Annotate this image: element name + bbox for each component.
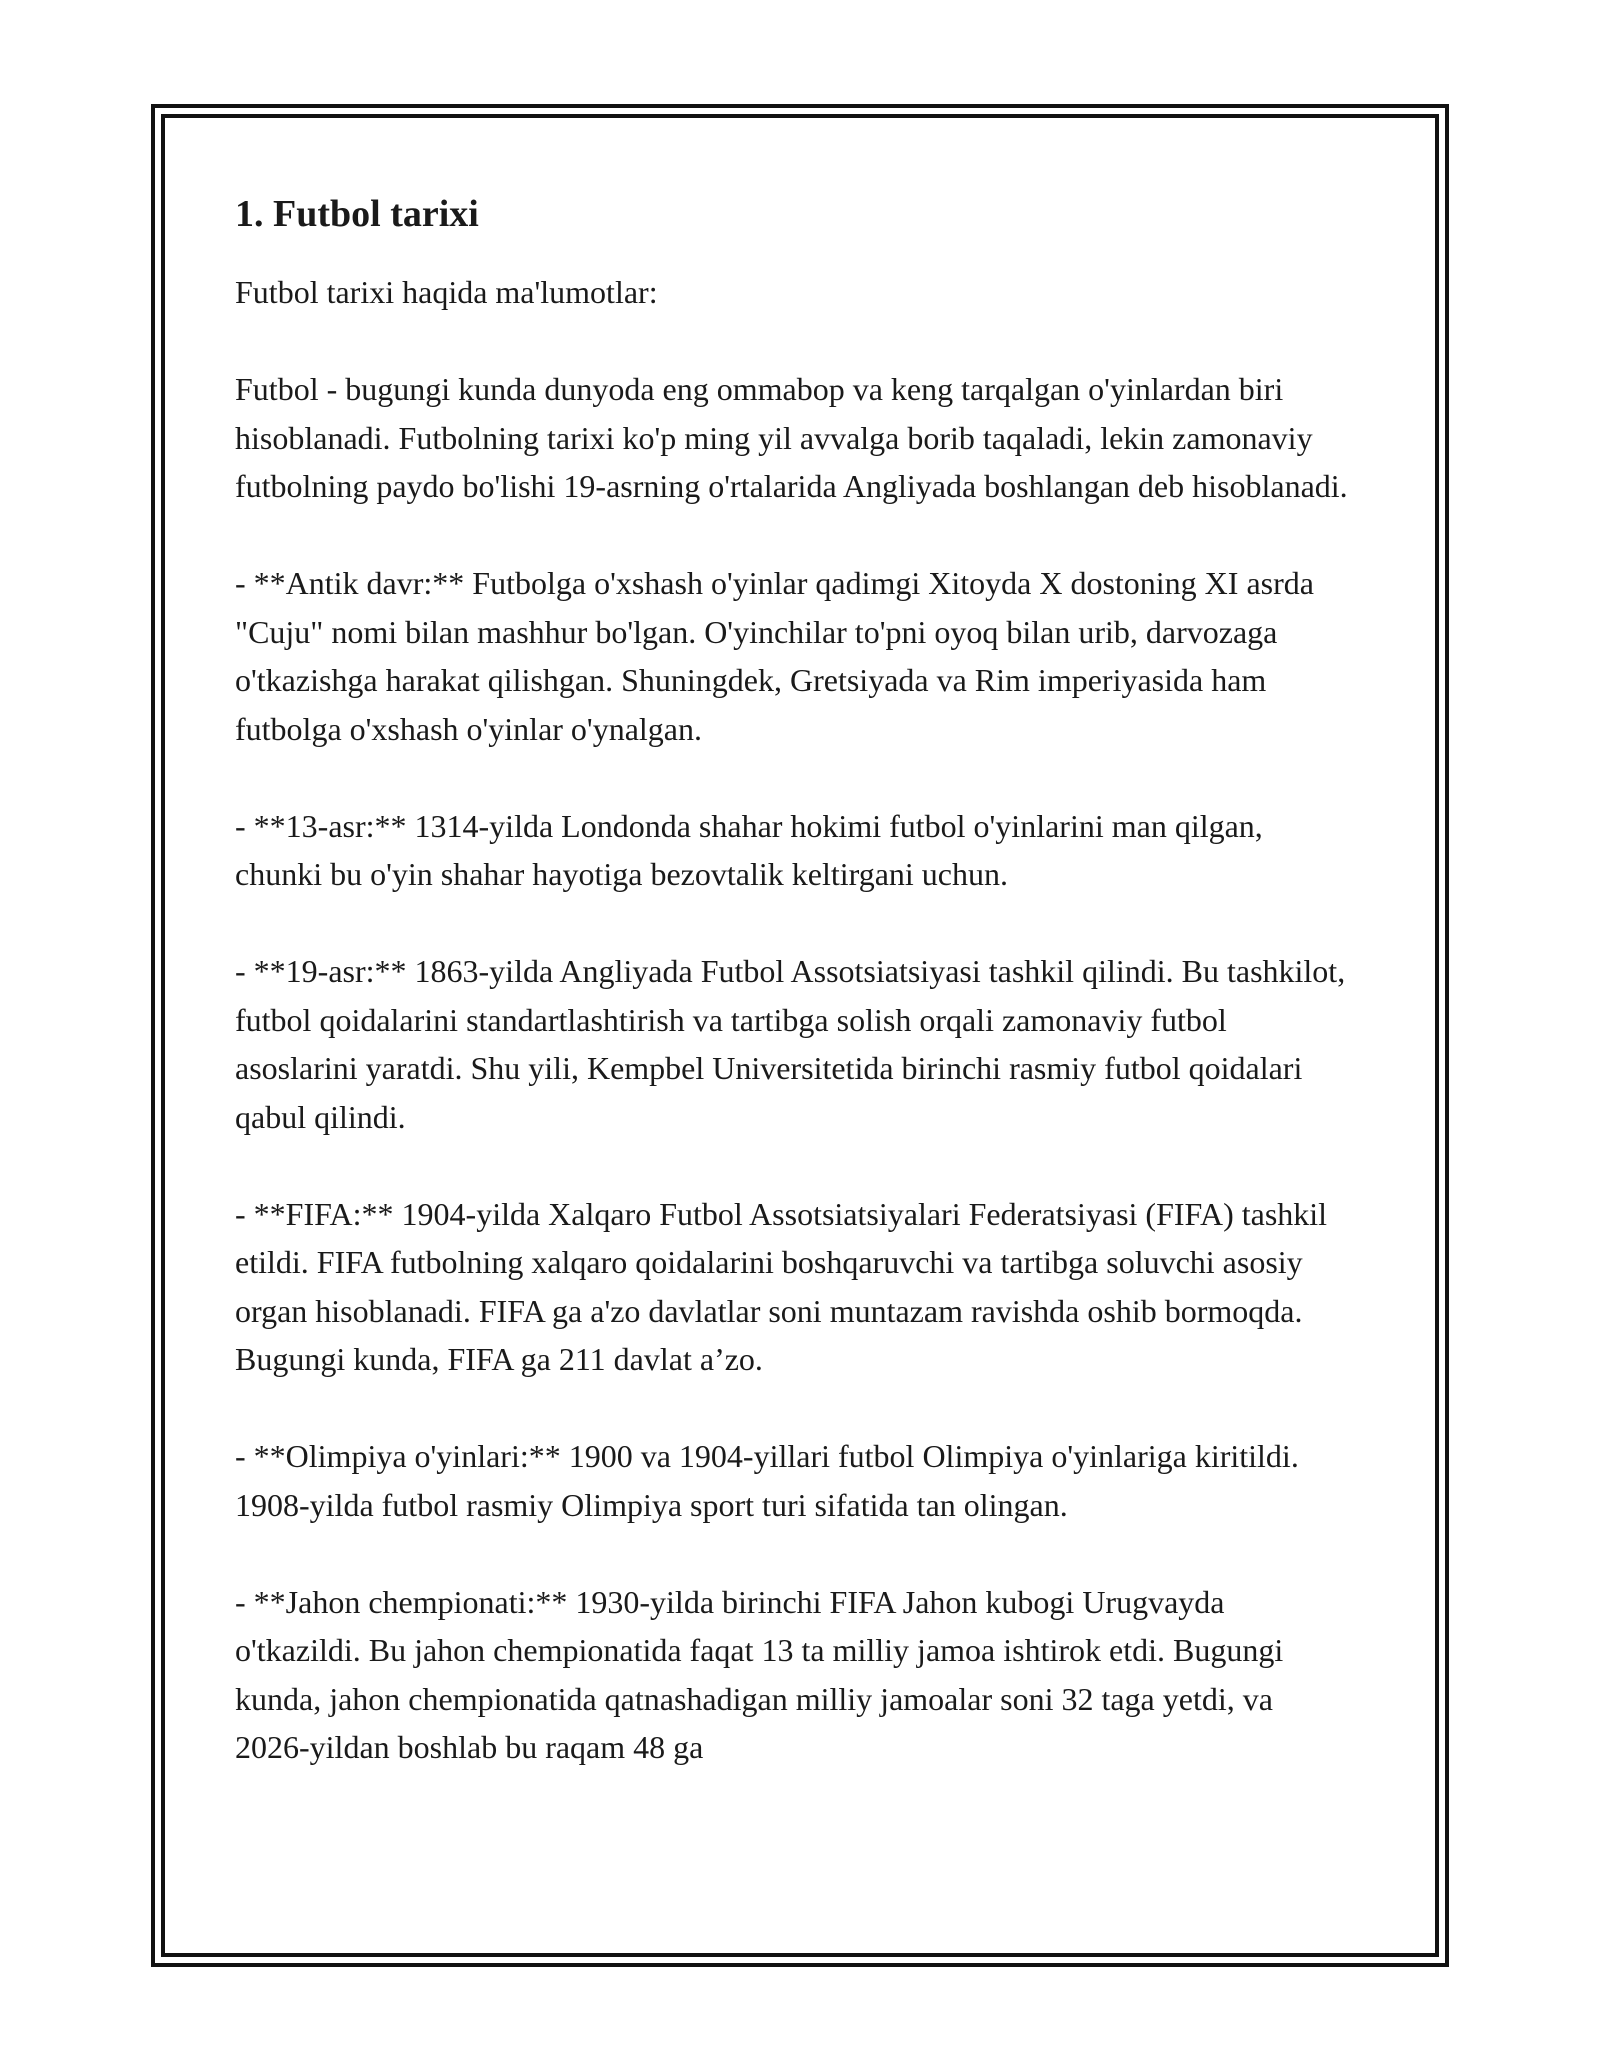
13-asr-paragraph: - **13-asr:** 1314-yilda Londonda shahar hokimi futbol o'yinlarini man qilgan, chunki bu o'yin shahar hayotiga bezovtalik keltirgani uchun. [235,807,1263,892]
olimpiya-paragraph: - **Olimpiya o'yinlari:** 1900 va 1904-yillari futbol Olimpiya o'yinlariga kiritildi. 1908-yilda futbol rasmiy Olimpiya sport turi sifatida tan olingan. [235,1438,1299,1523]
document-body [235,186,1355,1772]
19-asr-paragraph: - **19-asr:** 1863-yilda Angliyada Futbol Assotsiatsiyasi tashkil qilindi. Bu tashkilot, futbol qoidalarini standartlashtirish va tartibga solish orqali zamonaviy futbol asoslarini yaratdi. Shu yili, Kempbel Universitetida birinchi rasmiy futbol qoidalari qabul qilindi. [235,953,1346,1135]
section-heading: 1. Futbol tarixi [235,193,479,235]
overview-paragraph: Futbol - bugungi kunda dunyoda eng ommabop va keng tarqalgan o'yinlardan biri hisoblanadi. Futbolning tarixi ko'p ming yil avvalga borib taqaladi, lekin zamonaviy futbolning paydo bo'lishi 19-asrning o'rtalarida Angliyada boshlangan deb hisoblanadi. [235,371,1348,504]
jahon-chempionati-paragraph: - **Jahon chempionati:** 1930-yilda birinchi FIFA Jahon kubogi Urugvayda o'tkazildi. Bu jahon chempionatida faqat 13 ta milliy jamoa ishtirok etdi. Bugungi kunda, jahon chempionatida qatnashadigan milliy jamoalar soni 32 taga yetdi, va 2026-yildan boshlab bu raqam 48 ga [235,1583,1284,1765]
antik-davr-paragraph: - **Antik davr:** Futbolga o'xshash o'yinlar qadimgi Xitoyda X dostoning XI asrda "Cuju" nomi bilan mashhur bo'lgan. O'yinchilar to'pni oyoq bilan urib, darvozaga o'tkazishga harakat qilishgan. Shuningdek, Gretsiyada va Rim imperiyasida ham futbolga o'xshash o'yinlar o'ynalgan. [235,565,1314,747]
intro-paragraph: Futbol tarixi haqida ma'lumotlar: [235,274,658,310]
fifa-paragraph: - **FIFA:** 1904-yilda Xalqaro Futbol Assotsiatsiyalari Federatsiyasi (FIFA) tashkil etildi. FIFA futbolning xalqaro qoidalarini boshqaruvchi va tartibga soluvchi asosiy organ hisoblanadi. FIFA ga a'zo davlatlar soni muntazam ravishda oshib bormoqda. Bugungi kunda, FIFA ga 211 davlat a’zo. [235,1195,1328,1377]
